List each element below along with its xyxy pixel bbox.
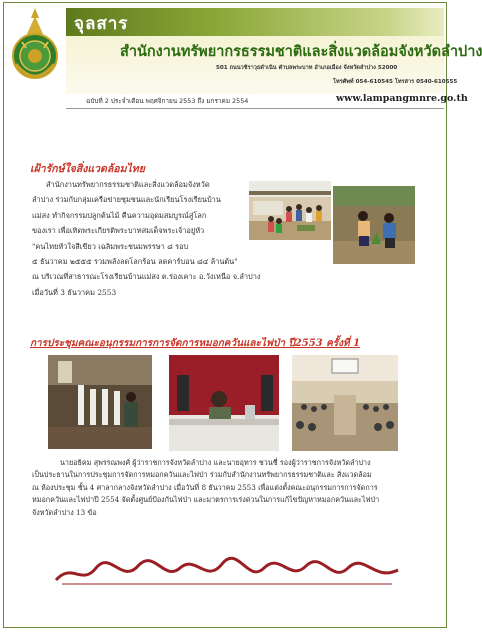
section1-line: แม่สง ทำกิจกรรมปลูกต้นไม้ คืนความอุดมสมบูรณ์สู่โลก <box>32 210 207 220</box>
section1-line: ๕ ธันวาคม ๒๕๕๕ รวมพลังลดโลกร้อน ลดคาร์บอน ๘๔ ล้านต้น" <box>32 257 238 267</box>
section1-line: ลำปาง ร่วมกับกลุ่มเครือข่ายชุมชนและนักเรียนโรงเรียนบ้าน <box>32 195 221 205</box>
section2-line: จังหวัดลำปาง 13 ข้อ <box>32 507 97 517</box>
section1-body <box>32 177 261 300</box>
newsletter-name: จุลสาร <box>74 14 129 34</box>
section1-line: ของเรา เพื่อเทิดพระเกียรติพระบาทสมเด็จพระเจ้าอยู่หัว <box>32 226 205 236</box>
section2-body <box>32 457 432 519</box>
ministry-logo <box>10 6 60 90</box>
section2-line: หมอกควันและไฟป่าปี 2554 จัดตั้งศูนย์ป้องกันไฟป่า และมาตรการเร่งด่วนในการแก้ไขปัญหาหมอกควันและไฟป่า <box>32 495 380 505</box>
section2-line: ณ ห้องประชุม ชั้น 4 ศาลากลางจังหวัดลำปาง เมื่อวันที่ 8 ธันวาคม 2553 เพื่อแต่งตั้งคณะอนุกรรมการการจัดการ <box>32 482 378 492</box>
office-phone: โทรศัพท์ 054-610545 โทรสาร 0540-610555 <box>333 79 458 85</box>
section2-line: เป็นประธานในการประชุมการจัดการหมอกควันและไฟป่า ร่วมกับสำนักงานทรัพยากรธรรมชาติและ สิ่งแวดล้อม <box>32 470 372 480</box>
website-link[interactable]: www.lampangmnre.go.th <box>336 93 468 104</box>
office-name: สำนักงานทรัพยากรธรรมชาติและสิ่งแวดล้อมจังหวัดลำปาง <box>120 44 482 60</box>
section1-title: เฝ้ารักษ์ใจสิ่งแวดล้อมไทย <box>30 163 145 175</box>
section1-line: สำนักงานทรัพยากรธรรมชาติและสิ่งแวดล้อมจังหวัด <box>46 180 210 189</box>
issue-info: ฉบับที่ 2 ประจำเดือน พฤศจิกายน 2553 ถึง มกราคม 2554 <box>86 97 249 105</box>
conference-room-photo <box>292 355 398 451</box>
section1-line: "คนไทยหัวใจสีเขียว เฉลิมพระชนมพรรษา ๘ รอบ <box>32 241 189 251</box>
office-address: 501 ถนนวชิราวุธดำเนิน ตำบลพระบาท อำเภอเมือง จังหวัดลำปาง 52000 <box>216 65 398 71</box>
children-planting-photo <box>333 186 415 264</box>
section1-line: ณ บริเวณที่สาธารณะโรงเรียนบ้านแม่สง ต.ร่องเคาะ อ.วังเหนือ จ.ลำปาง <box>32 272 261 282</box>
meeting-officials-photo <box>48 355 152 449</box>
section1-line: เมื่อวันที่ 3 ธันวาคม 2553 <box>32 287 117 297</box>
tree-planting-group-photo <box>249 181 331 240</box>
decorative-signature <box>52 558 402 588</box>
meeting-chairman-photo <box>169 355 279 451</box>
section2-line: นายอธิคม สุพรรณพงศ์ ผู้ว่าราชการจังหวัดลำปาง และนายอุทาร ชวนชื่ รองผู้ว่าราชการจังหวัดลำปาง <box>60 458 371 467</box>
section2-title: การประชุมคณะอนุกรรมการการจัดการหมอกควันและไฟป่า ปี2553 ครั้งที่ 1 <box>30 338 361 349</box>
